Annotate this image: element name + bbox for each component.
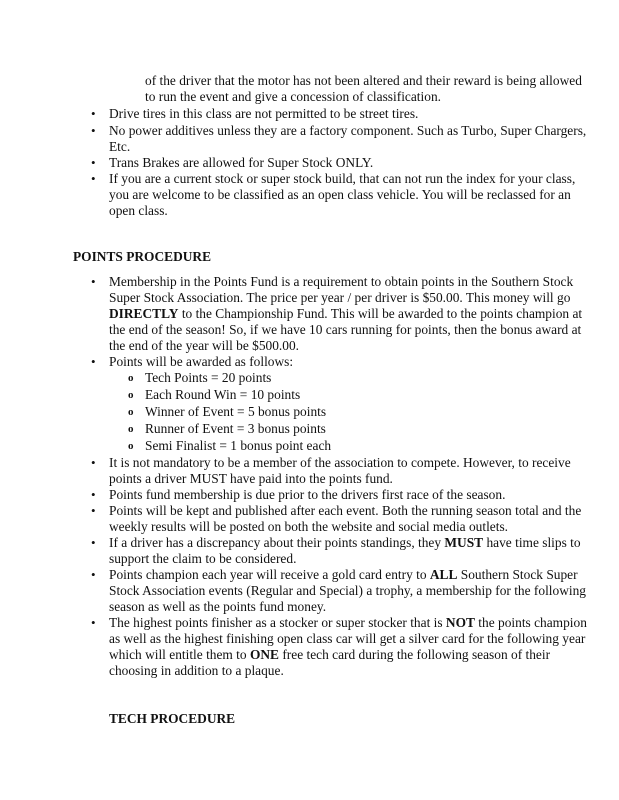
list-item: Points fund membership is due prior to the drivers first race of the season. — [109, 487, 506, 502]
continuation-line: of the driver that the motor has not been altered and their reward is being allowed — [145, 73, 582, 88]
list-item — [109, 615, 587, 631]
sub-list-item: Semi Finalist = 1 bonus point each — [145, 438, 332, 453]
text-span: which will entitle them to — [109, 647, 250, 662]
sub-bullet-marker: o — [128, 389, 134, 401]
sub-list-item: Runner of Event = 3 bonus points — [145, 421, 326, 436]
bullet-marker: • — [91, 354, 96, 369]
list-item: If you are a current stock or super stock build, that can not run the index for your class, — [109, 171, 576, 186]
list-item: as well as the highest finishing open class car will get a silver card for the following year — [109, 631, 586, 646]
sub-bullet-marker: o — [128, 440, 134, 452]
list-item: Membership in the Points Fund is a requirement to obtain points in the Southern Stock — [109, 274, 574, 289]
list-item: open class. — [109, 203, 168, 218]
list-item: the end of the season! So, if we have 10 cars running for points, then the bonus award at — [109, 322, 582, 337]
bullet-marker: • — [91, 535, 96, 550]
emphasis: ALL — [429, 567, 458, 582]
emphasis: ONE — [249, 647, 279, 662]
bullet-marker: • — [91, 274, 96, 289]
bullet-marker: • — [91, 106, 96, 121]
sub-bullet-marker: o — [128, 372, 134, 384]
list-item: support the claim to be considered. — [109, 551, 297, 566]
emphasis: MUST — [444, 535, 484, 550]
sub-list-item: Winner of Event = 5 bonus points — [145, 404, 327, 419]
text-span: If a driver has a discrepancy about their points standings, they — [109, 535, 445, 550]
bullet-marker: • — [91, 503, 96, 518]
sub-list-item: Tech Points = 20 points — [145, 370, 272, 385]
text-span: to the Championship Fund. This will be awarded to the points champion at — [178, 306, 583, 321]
continuation-line: to run the event and give a concession of classification. — [145, 89, 441, 104]
text-span: The highest points finisher as a stocker or super stocker that is — [109, 615, 446, 630]
list-item: Stock Association events (Regular and Special) a trophy, a membership for the following — [109, 583, 586, 598]
list-item: Etc. — [109, 139, 131, 154]
list-item: the end of the year will be $500.00. — [109, 338, 300, 353]
list-item: No power additives unless they are a factory component. Such as Turbo, Super Chargers, — [109, 123, 587, 138]
section-heading-tech: TECH PROCEDURE — [109, 711, 236, 726]
bullet-marker: • — [91, 455, 96, 470]
list-item: you are welcome to be classified as an open class vehicle. You will be reclassed for an — [109, 187, 571, 202]
list-item: Points will be kept and published after each event. Both the running season total and the — [109, 503, 582, 518]
emphasis: DIRECTLY — [109, 306, 179, 321]
emphasis: NOT — [445, 615, 475, 630]
text-span: the points champion — [474, 615, 587, 630]
list-item: Drive tires in this class are not permitted to be street tires. — [109, 106, 419, 121]
list-item — [109, 567, 578, 583]
list-item: Super Stock Association. The price per year / per driver is $50.00. This money will go — [109, 290, 571, 305]
bullet-marker: • — [91, 615, 96, 630]
text-span: free tech card during the following season of their — [278, 647, 551, 662]
bullet-marker: • — [91, 487, 96, 502]
sub-list-item: Each Round Win = 10 points — [145, 387, 301, 402]
list-item — [109, 306, 582, 322]
bullet-marker: • — [91, 155, 96, 170]
list-item: season as well as the points fund money. — [109, 599, 327, 614]
sub-bullet-marker: o — [128, 423, 134, 435]
list-item: Trans Brakes are allowed for Super Stock ONLY. — [109, 155, 374, 170]
list-item: Points will be awarded as follows: — [109, 354, 294, 369]
text-span: Southern Stock Super — [457, 567, 578, 582]
list-item — [109, 535, 581, 551]
section-heading-points: POINTS PROCEDURE — [73, 249, 212, 264]
bullet-marker: • — [91, 123, 96, 138]
list-item: It is not mandatory to be a member of the association to compete. However, to receive — [109, 455, 571, 470]
list-item: points a driver MUST have paid into the points fund. — [109, 471, 393, 486]
bullet-marker: • — [91, 567, 96, 582]
list-item — [109, 647, 550, 663]
list-item: weekly results will be posted on both the website and social media outlets. — [109, 519, 509, 534]
bullet-marker: • — [91, 171, 96, 186]
text-span: Points champion each year will receive a gold card entry to — [109, 567, 430, 582]
list-item: choosing in addition to a plaque. — [109, 663, 284, 678]
sub-bullet-marker: o — [128, 406, 134, 418]
text-span: have time slips to — [483, 535, 581, 550]
